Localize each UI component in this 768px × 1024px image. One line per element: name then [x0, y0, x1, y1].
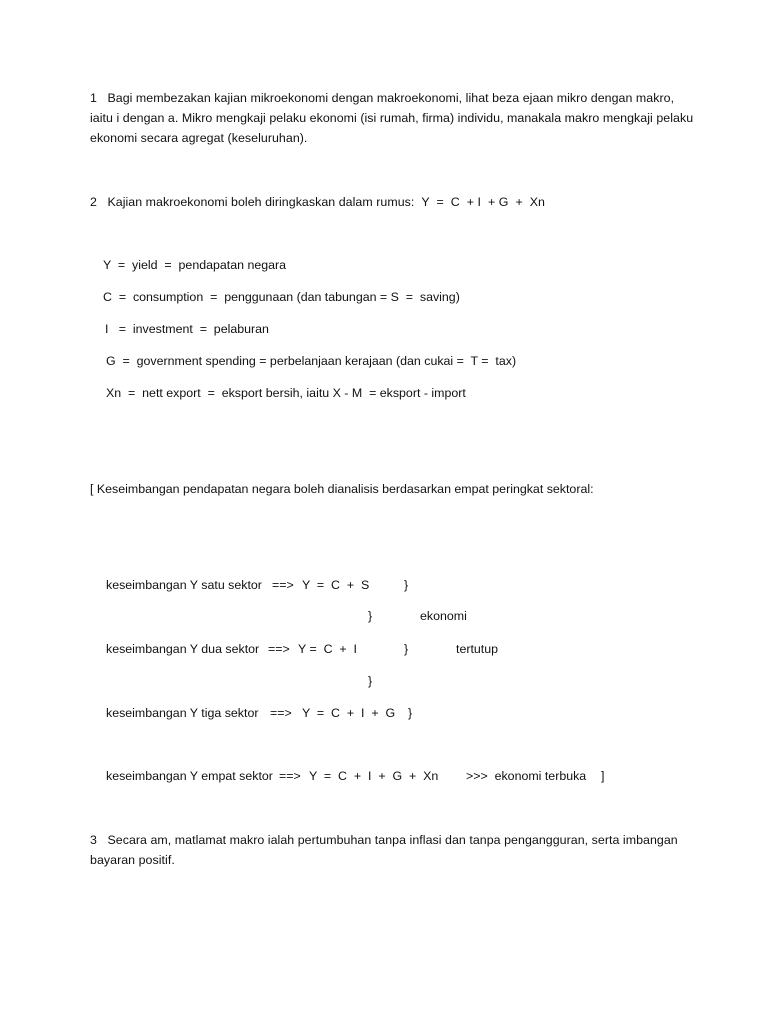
sector-4-label: keseimbangan Y empat sektor — [106, 769, 273, 783]
definition-consumption: C = consumption = penggunaan (dan tabungan = S = saving) — [103, 290, 460, 304]
paragraph-3-text: Secara am, matlamat makro ialah pertumbuhan tanpa inflasi dan tanpa pengangguran, serta imbangan bayaran positif. — [90, 833, 678, 867]
paragraph-1-text: Bagi membezakan kajian mikroekonomi dengan makroekonomi, lihat beza ejaan mikro dengan makro, iaitu i dengan a. Mikro mengkaji pelaku ekonomi (isi rumah, firma) individu, manakala makro mengkaji pelaku ekonomi secara agregat (keseluruhan). — [90, 91, 694, 145]
paragraph-2 — [90, 192, 700, 212]
sector-3-arrow: ==> — [270, 706, 292, 720]
definition-investment: I = investment = pelaburan — [105, 322, 269, 336]
sector-3-formula: Y = C + I + G — [302, 706, 396, 720]
sector-1-arrow: ==> — [272, 578, 294, 592]
sector-4-formula: Y = C + I + G + Xn — [309, 769, 439, 783]
brace-2: } — [368, 609, 373, 623]
sector-2-arrow: ==> — [268, 642, 290, 656]
brace-1: } — [404, 578, 409, 592]
brace-3: } — [404, 642, 409, 656]
paragraph-1-number: 1 — [90, 91, 97, 105]
sector-4-arrow: ==> — [279, 769, 301, 783]
closed-economy-word-1: ekonomi — [420, 609, 467, 623]
definition-nett-export: Xn = nett export = eksport bersih, iaitu X - M = eksport - import — [106, 386, 466, 400]
closed-economy-word-2: tertutup — [456, 642, 499, 656]
open-economy-label: >>> ekonomi terbuka — [466, 769, 587, 783]
sector-1-label: keseimbangan Y satu sektor — [106, 578, 262, 592]
paragraph-3-number: 3 — [90, 833, 97, 847]
paragraph-2-number: 2 — [90, 195, 97, 209]
paragraph-1 — [90, 88, 700, 148]
brace-5: } — [408, 706, 413, 720]
sector-3-label: keseimbangan Y tiga sektor — [106, 706, 259, 720]
paragraph-2-text: Kajian makroekonomi boleh diringkaskan dalam rumus: — [107, 195, 415, 209]
sector-2-formula: Y = C + I — [298, 642, 358, 656]
definition-government-spending: G = government spending = perbelanjaan kerajaan (dan cukai = T = tax) — [106, 354, 517, 368]
sector-2-label: keseimbangan Y dua sektor — [106, 642, 260, 656]
sectoral-intro: [ Keseimbangan pendapatan negara boleh dianalisis berdasarkan empat peringkat sektoral: — [90, 482, 594, 496]
brace-4: } — [368, 674, 373, 688]
definition-yield: Y = yield = pendapatan negara — [103, 258, 287, 272]
main-formula: Y = C + I + G + Xn — [421, 195, 545, 209]
paragraph-3 — [90, 830, 700, 870]
sector-1-formula: Y = C + S — [302, 578, 370, 592]
closing-bracket: ] — [601, 769, 605, 783]
